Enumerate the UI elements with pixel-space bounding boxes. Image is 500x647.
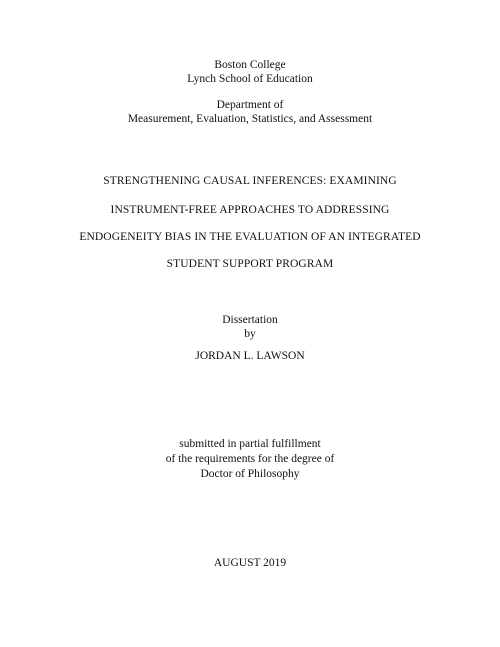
title-line-1: STRENGTHENING CAUSAL INFERENCES: EXAMINING: [103, 175, 397, 187]
department-label: Department of: [216, 99, 284, 111]
document-type: Dissertation: [222, 314, 278, 326]
title-line-2: INSTRUMENT-FREE APPROACHES TO ADDRESSING: [110, 204, 390, 216]
submission-line-1: submitted in partial fulfillment: [179, 438, 321, 450]
by-label: by: [244, 328, 256, 340]
university-name: Boston College: [214, 59, 286, 71]
title-line-3: ENDOGENEITY BIAS IN THE EVALUATION OF AN INTEGRATED: [79, 231, 421, 243]
author-name: JORDAN L. LAWSON: [195, 350, 305, 362]
school-name: Lynch School of Education: [187, 73, 313, 85]
title-line-4: STUDENT SUPPORT PROGRAM: [166, 258, 334, 270]
department-name: Measurement, Evaluation, Statistics, and Assessment: [127, 113, 373, 125]
degree-name: Doctor of Philosophy: [200, 468, 300, 480]
submission-line-2: of the requirements for the degree of: [165, 453, 335, 465]
submission-date: AUGUST 2019: [213, 557, 287, 569]
